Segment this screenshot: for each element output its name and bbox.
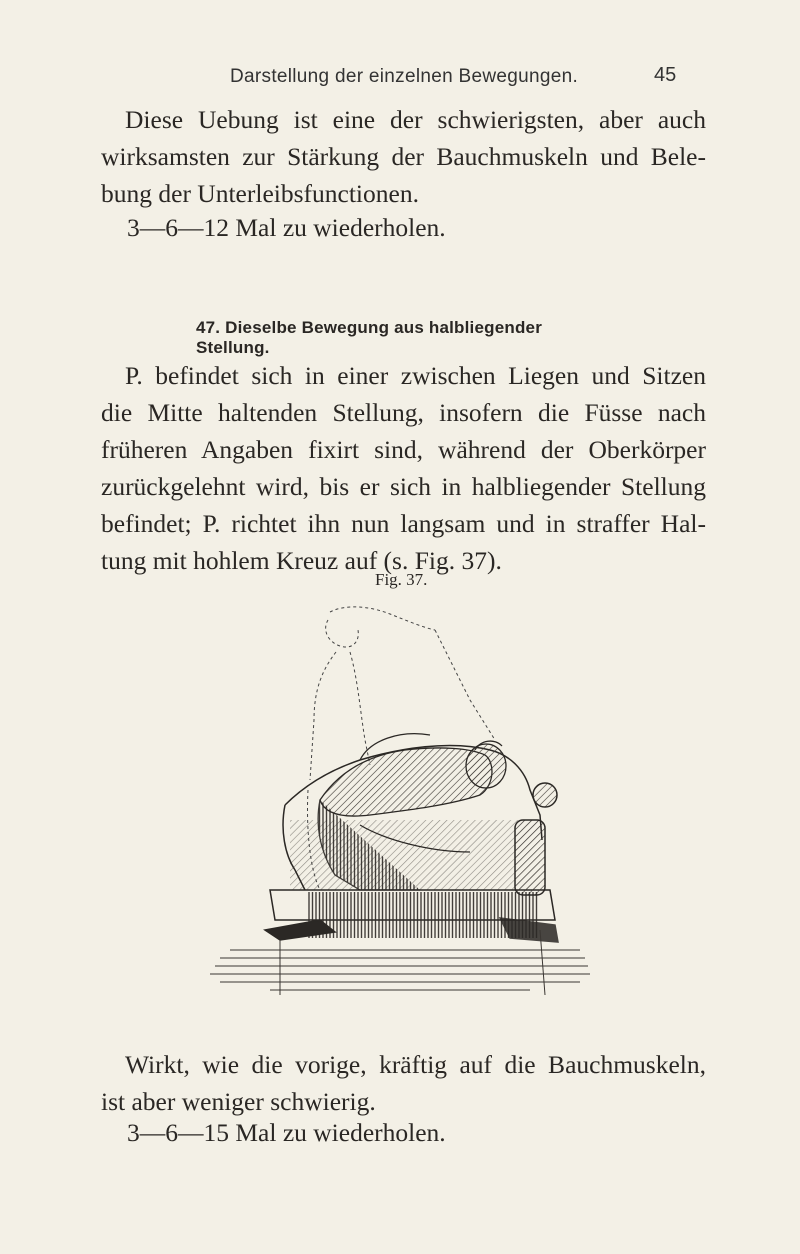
text-line: zurückgelehnt wird, bis er sich in halbliegender Stellung [101,472,706,501]
text-line: P. befindet sich in einer zwischen Liegen und Sitzen [125,361,706,390]
text-line: Wirkt, wie die vorige, kräftig auf die Bauchmuskeln, [125,1050,706,1079]
repetition-note-2: 3—6—15 Mal zu wiederholen. [127,1118,446,1147]
text-line: wirksamsten zur Stärkung der Bauchmuskeln und Bele- [101,142,706,171]
figure-illustration [210,590,590,1000]
running-head: Darstellung der einzelnen Bewegungen. [230,66,579,87]
section-heading: 47. Dieselbe Bewegung aus halbliegender Stellung. [196,318,543,357]
page-number: 45 [654,64,677,86]
text-line: bung der Unterleibsfunctionen. [101,179,419,208]
paragraph-3 [101,1046,706,1120]
paragraph-2 [101,357,706,579]
repetition-note-1: 3—6—12 Mal zu wiederholen. [127,213,446,242]
text-line: ist aber weniger schwierig. [101,1087,376,1116]
text-line: früheren Angaben fixirt sind, während der Oberkörper [101,435,706,464]
text-line: die Mitte haltenden Stellung, insofern die Füsse nach [101,398,706,427]
text-line: befindet; P. richtet ihn nun langsam und in straffer Hal- [101,509,706,538]
text-line: tung mit hohlem Kreuz auf (s. Fig. 37). [101,546,502,575]
figure-caption: Fig. 37. [375,570,428,589]
text-line: Diese Uebung ist eine der schwierigsten, aber auch [125,105,706,134]
paragraph-1 [101,101,706,212]
